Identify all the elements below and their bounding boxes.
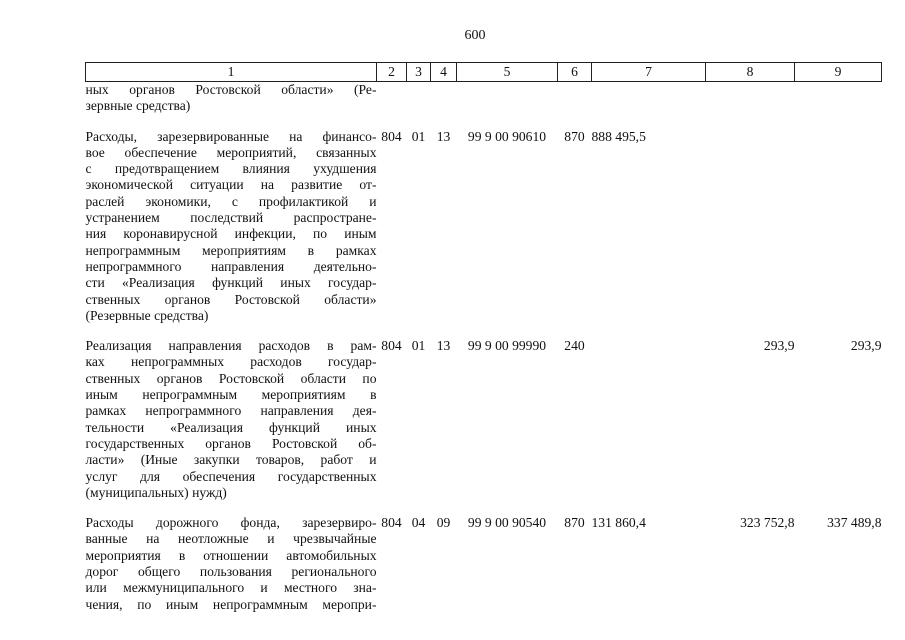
amount-col-9 xyxy=(795,82,882,115)
row-description xyxy=(86,338,377,501)
table-row xyxy=(86,515,882,613)
amount-col-7 xyxy=(592,338,706,501)
description-line: ственных органов Ростовской области» xyxy=(85,291,377,307)
target-article-code: 99 9 00 90540 xyxy=(467,515,547,531)
amount-col-9: 293,9 xyxy=(850,338,882,354)
row-description xyxy=(86,515,377,613)
description-line: устранением последствий распростране- xyxy=(85,210,377,226)
section-code: 01 xyxy=(411,338,426,354)
description-line: ния коронавирусной инфекции, по иным xyxy=(85,226,377,242)
description-line: государственных органов Ростовской об- xyxy=(85,435,377,451)
description-line: раслей экономики, с профилактикой и xyxy=(85,193,377,209)
column-header-4: 4 xyxy=(431,63,457,82)
column-header-7: 7 xyxy=(592,63,706,82)
amount-col-7 xyxy=(592,82,706,115)
target-article-code: 99 9 00 99990 xyxy=(467,338,547,354)
description-line: непрограммным мероприятиям в рамках xyxy=(85,242,377,258)
column-header-5: 5 xyxy=(457,63,558,82)
section-code: 01 xyxy=(411,128,426,144)
subsection-code: 09 xyxy=(436,515,451,531)
amount-col-8 xyxy=(706,129,795,325)
description-line: чения, по иным непрограммным меропри- xyxy=(85,596,377,612)
expense-type-code: 240 xyxy=(564,338,585,354)
description-line: ках непрограммных расходов государ- xyxy=(85,354,377,370)
amount-col-9 xyxy=(795,129,882,325)
description-line: (Резервные средства) xyxy=(85,307,209,323)
description-line: ласти» (Иные закупки товаров, работ и xyxy=(85,452,377,468)
expense-type-code: 870 xyxy=(564,128,585,144)
expense-type-code: 870 xyxy=(564,515,585,531)
section-code: 04 xyxy=(411,515,426,531)
amount-col-7: 131 860,4 xyxy=(591,515,646,531)
description-line: с предотвращением влияния ухудшения xyxy=(85,161,377,177)
description-line: услуг для обеспечения государственных xyxy=(85,468,377,484)
row-description xyxy=(86,82,377,115)
budget-table xyxy=(85,62,882,613)
target-article-code xyxy=(457,82,558,115)
amount-col-7: 888 495,5 xyxy=(591,128,646,144)
row-spacer xyxy=(86,501,882,515)
table-row xyxy=(86,338,882,501)
description-line: мероприятия в отношении автомобильных xyxy=(85,547,377,563)
description-line: дорог общего пользования регионального xyxy=(85,564,377,580)
column-header-9: 9 xyxy=(795,63,882,82)
amount-col-8: 323 752,8 xyxy=(740,515,795,531)
description-line: вое обеспечение мероприятий, связанных xyxy=(85,144,377,160)
row-description xyxy=(86,129,377,325)
subsection-code: 13 xyxy=(436,338,451,354)
description-line: ственных органов Ростовской области по xyxy=(85,370,377,386)
description-line: рамках непрограммного направления дея- xyxy=(85,403,377,419)
subsection-code xyxy=(431,82,457,115)
description-line: сти «Реализация функций иных государ- xyxy=(85,275,377,291)
section-code xyxy=(407,82,431,115)
description-line: ванные на неотложные и чрезвычайные xyxy=(85,531,377,547)
amount-col-8: 293,9 xyxy=(763,338,795,354)
description-line: зервные средства) xyxy=(85,98,191,114)
column-header-3: 3 xyxy=(407,63,431,82)
column-header-2: 2 xyxy=(377,63,407,82)
description-line: Расходы дорожного фонда, зарезервиро- xyxy=(85,515,377,531)
column-number-row xyxy=(86,63,882,82)
ministry-code: 804 xyxy=(381,515,402,531)
description-line: тельности «Реализация функций иных xyxy=(85,419,377,435)
description-line: или межмуниципального и местного зна- xyxy=(85,580,377,596)
description-line: (муниципальных) нужд) xyxy=(85,484,227,500)
expense-type-code xyxy=(558,82,592,115)
ministry-code: 804 xyxy=(381,128,402,144)
page-number: 600 xyxy=(464,28,486,43)
amount-col-8 xyxy=(706,82,795,115)
description-line: экономической ситуации на развитие от- xyxy=(85,177,377,193)
column-header-1: 1 xyxy=(86,63,377,82)
row-spacer xyxy=(86,115,882,129)
table-row xyxy=(86,82,882,115)
description-line: Расходы, зарезервированные на финансо- xyxy=(85,128,377,144)
description-line: Реализация направления расходов в рам- xyxy=(85,338,377,354)
description-line: ных органов Ростовской области» (Ре- xyxy=(85,82,377,97)
row-spacer xyxy=(86,324,882,338)
subsection-code: 13 xyxy=(436,128,451,144)
ministry-code xyxy=(377,82,407,115)
description-line: иным непрограммным мероприятиям в xyxy=(85,387,377,403)
column-header-6: 6 xyxy=(558,63,592,82)
description-line: непрограммного направления деятельно- xyxy=(85,258,377,274)
column-header-8: 8 xyxy=(706,63,795,82)
target-article-code: 99 9 00 90610 xyxy=(467,128,547,144)
ministry-code: 804 xyxy=(381,338,402,354)
table-row xyxy=(86,129,882,325)
amount-col-9: 337 489,8 xyxy=(827,515,882,531)
